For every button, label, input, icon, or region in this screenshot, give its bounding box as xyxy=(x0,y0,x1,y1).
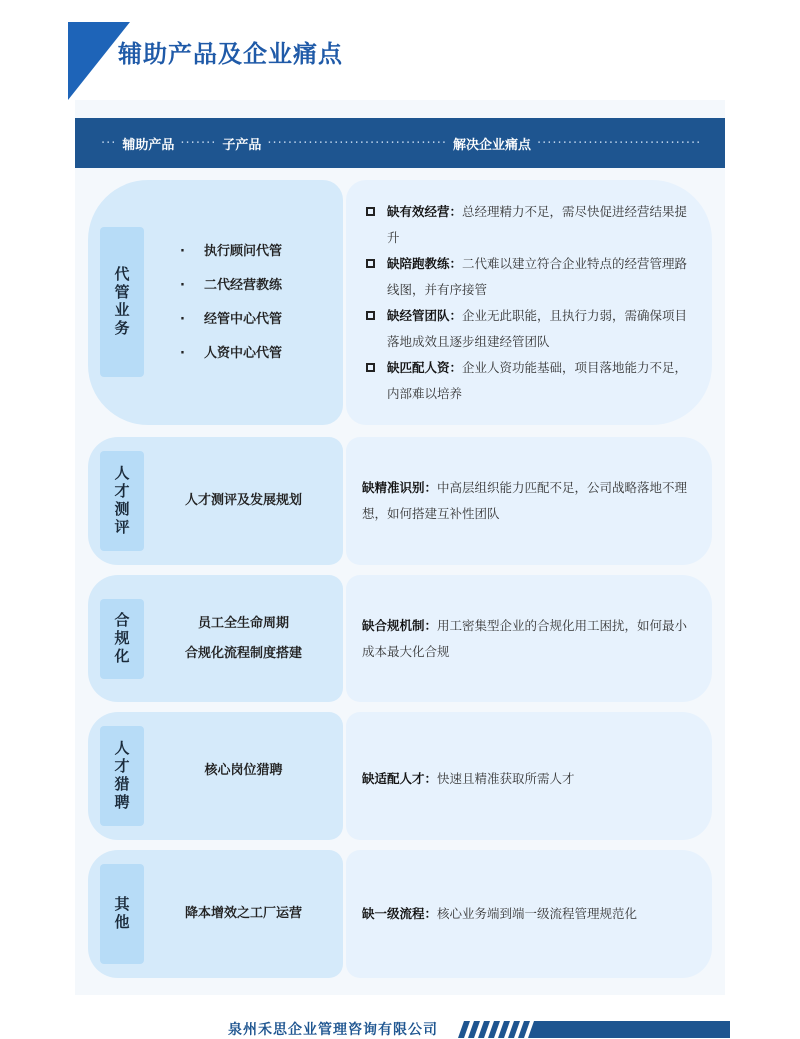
subproduct-list xyxy=(148,437,339,565)
list-item: 降本增效之工厂运营 xyxy=(184,906,302,921)
header-col-painpoints: 解决企业痛点 xyxy=(453,137,532,153)
list-item: · 二代经营教练 xyxy=(180,277,283,293)
subproduct-list xyxy=(148,712,339,840)
painpoint-item: 缺适配人才：快速且精准获取所需人才 xyxy=(362,771,575,786)
company-name: 泉州禾思企业管理咨询有限公司 xyxy=(228,1022,438,1038)
product-block xyxy=(88,575,343,702)
painpoint-item: 缺一级流程：核心业务端到端一级流程管理规范化 xyxy=(362,906,638,921)
header-col-product: 辅助产品 xyxy=(122,137,175,153)
category-label: 合规化 xyxy=(100,599,144,679)
product-block xyxy=(88,850,343,978)
category-label: 代管业务 xyxy=(100,227,144,377)
product-block xyxy=(88,712,343,840)
subproduct-list xyxy=(148,575,339,702)
list-item: · 经管中心代管 xyxy=(180,311,283,327)
page-title: 辅助产品及企业痛点 xyxy=(118,40,343,68)
table-row xyxy=(88,575,712,702)
list-item: 核心岗位猎聘 xyxy=(204,763,283,778)
list-item: · 人资中心代管 xyxy=(180,345,283,361)
painpoint-item: 缺精准识别：中高层组织能力匹配不足，公司战略落地不理想，如何搭建互补性团队 xyxy=(362,480,688,521)
table-header: ··· 辅助产品 ······· 子产品 ··································· 解决企业痛点 ································ xyxy=(75,118,725,168)
subproduct-list xyxy=(148,850,339,978)
painpoint-block xyxy=(346,712,712,840)
list-item: 合规化流程制度搭建 xyxy=(184,645,302,661)
painpoint-block xyxy=(346,575,712,702)
list-item: · 执行顾问代管 xyxy=(180,243,283,259)
table-row xyxy=(88,712,712,840)
painpoint-item: 缺陪跑教练：二代难以建立符合企业特点的经营管理路线图，并有序接管 xyxy=(362,251,690,303)
list-item: 员工全生命周期 xyxy=(197,615,289,631)
checkbox-square-icon xyxy=(366,259,375,268)
category-label: 人才测评 xyxy=(100,451,144,551)
checkbox-square-icon xyxy=(366,363,375,372)
category-label: 人才猎聘 xyxy=(100,726,144,826)
checkbox-square-icon xyxy=(366,207,375,216)
painpoint-block xyxy=(346,850,712,978)
footer-stripe-decoration xyxy=(450,1021,730,1038)
painpoint-item: 缺匹配人资：企业人资功能基础，项目落地能力不足，内部难以培养 xyxy=(362,355,690,407)
painpoint-item: 缺有效经营：总经理精力不足，需尽快促进经营结果提升 xyxy=(362,199,690,251)
table-row xyxy=(88,437,712,565)
painpoint-block xyxy=(346,437,712,565)
checkbox-square-icon xyxy=(366,311,375,320)
table-row xyxy=(88,180,712,425)
product-block xyxy=(88,437,343,565)
painpoint-block xyxy=(346,180,712,425)
product-block xyxy=(88,180,343,425)
subproduct-list xyxy=(148,180,339,425)
painpoint-item: 缺经管团队：企业无此职能，且执行力弱，需确保项目落地成效且逐步组建经管团队 xyxy=(362,303,690,355)
header-col-subproduct: 子产品 xyxy=(222,137,262,153)
list-item: 人才测评及发展规划 xyxy=(184,493,302,508)
category-label: 其他 xyxy=(100,864,144,964)
painpoint-item: 缺合规机制：用工密集型企业的合规化用工困扰，如何最小成本最大化合规 xyxy=(362,617,688,659)
table-row xyxy=(88,850,712,978)
